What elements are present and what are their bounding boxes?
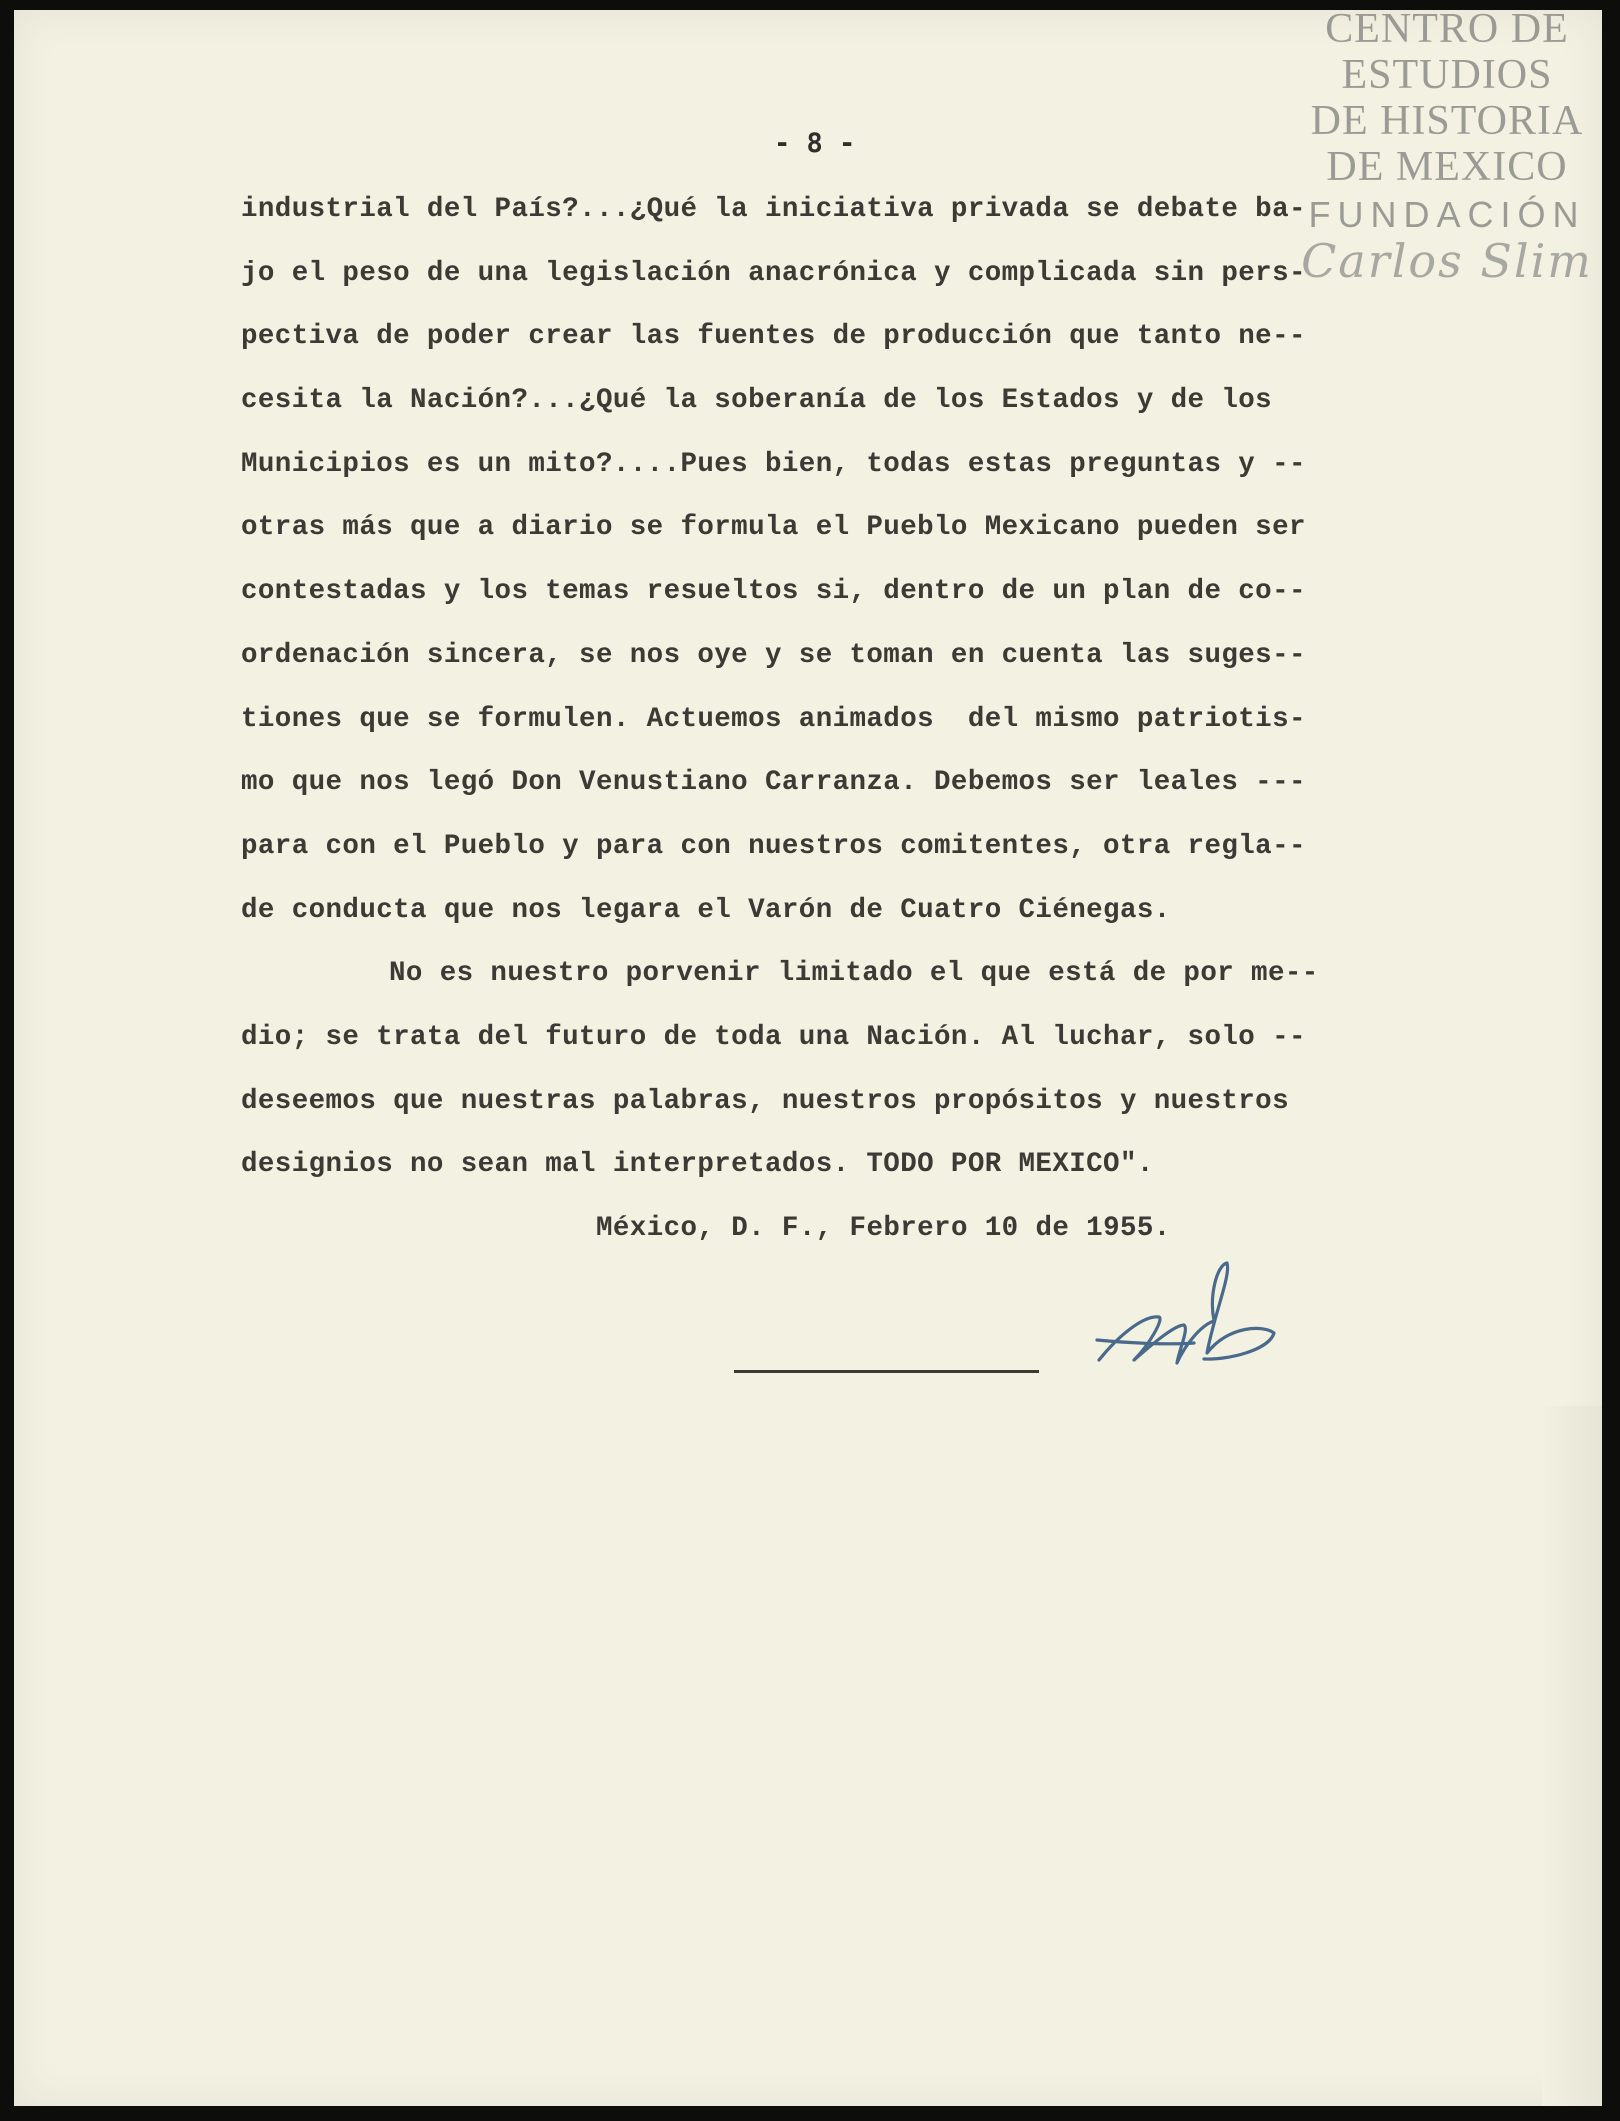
body-text	[241, 190, 1471, 1209]
signature-line	[734, 1370, 1039, 1373]
text-line: ordenación sincera, se nos oye y se toman en cuenta las suges--	[241, 639, 1306, 671]
text-line: mo que nos legó Don Venustiano Carranza. Debemos ser leales ---	[241, 767, 1306, 799]
text-line: cesita la Nación?...¿Qué la soberanía de los Estados y de los	[241, 385, 1273, 417]
text-line: dio; se trata del futuro de toda una Nación. Al luchar, solo --	[241, 1021, 1306, 1053]
page-curl-shadow	[1542, 1406, 1602, 2106]
archive-watermark	[1292, 6, 1602, 288]
watermark-signature: Carlos Slim	[1301, 234, 1593, 288]
text-line: de conducta que nos legara el Varón de Cuatro Ciénegas.	[241, 894, 1171, 926]
text-line: para con el Pueblo y para con nuestros comitentes, otra regla--	[241, 830, 1306, 862]
text-line: deseemos que nuestras palabras, nuestros propósitos y nuestros	[241, 1085, 1289, 1117]
date-line: México, D. F., Febrero 10 de 1955.	[596, 1213, 1171, 1244]
text-line: Municipios es un mito?....Pues bien, todas estas preguntas y --	[241, 448, 1306, 480]
text-line: otras más que a diario se formula el Pueblo Mexicano pueden ser	[241, 512, 1306, 544]
watermark-line: DE MEXICO	[1326, 144, 1568, 190]
text-line: tiones que se formulen. Actuemos animados del mismo patriotis-	[241, 703, 1306, 735]
watermark-line: CENTRO DE	[1325, 6, 1569, 52]
watermark-line: DE HISTORIA	[1310, 98, 1584, 144]
text-line: jo el peso de una legislación anacrónica y complicada sin pers-	[241, 257, 1306, 289]
watermark-line: FUNDACIÓN	[1308, 194, 1586, 235]
text-line: industrial del País?...¿Qué la iniciativa privada se debate ba-	[241, 194, 1306, 225]
page-number: - 8 -	[774, 128, 856, 159]
text-line: No es nuestro porvenir limitado el que está de por me--	[389, 958, 1319, 990]
text-line: contestadas y los temas resueltos si, dentro de un plan de co--	[241, 576, 1306, 608]
text-line: designios no sean mal interpretados. TODO POR MEXICO".	[241, 1149, 1154, 1181]
text-line: pectiva de poder crear las fuentes de producción que tanto ne--	[241, 321, 1306, 353]
watermark-line: ESTUDIOS	[1341, 52, 1553, 98]
document-page	[14, 10, 1602, 2106]
handwritten-signature	[1089, 1255, 1289, 1385]
